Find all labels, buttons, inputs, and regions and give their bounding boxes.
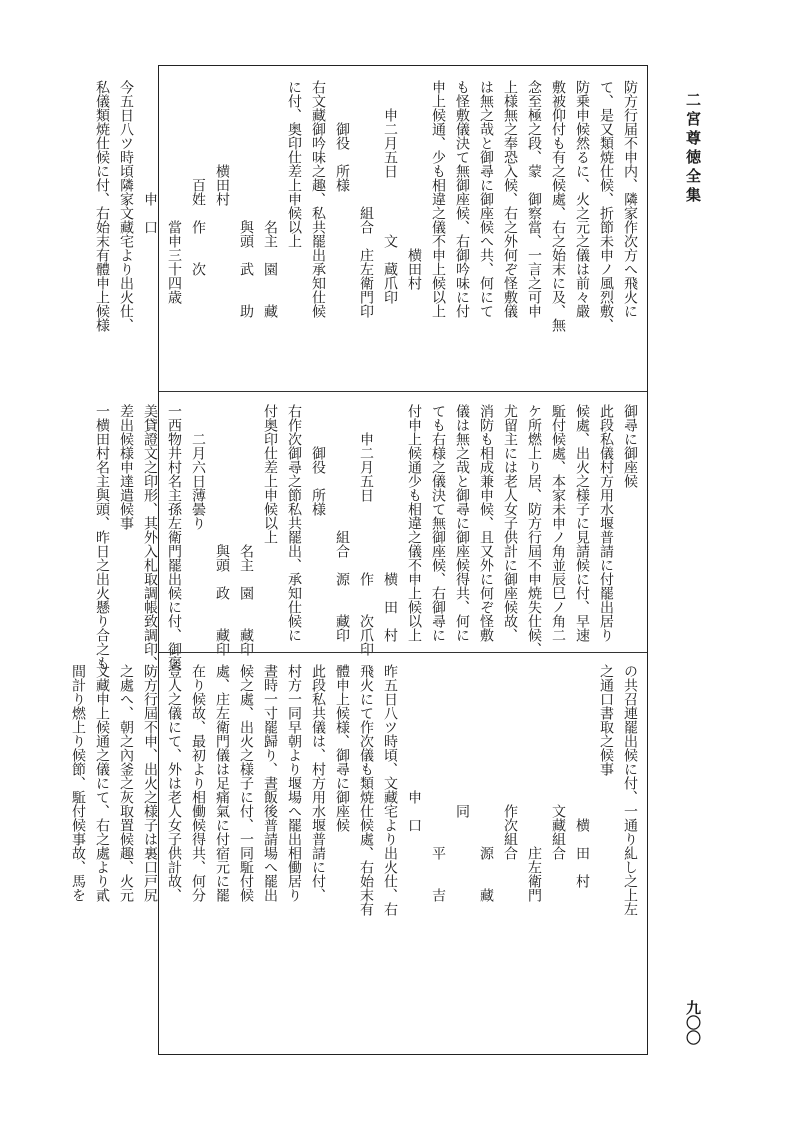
text-column: 防方行屆不申、出火之様子は裏口戸尻	[142, 664, 158, 902]
section-divider	[159, 652, 647, 653]
text-column: 横田村	[406, 80, 422, 290]
text-column: 文藏組合	[550, 664, 566, 860]
text-column: は無之哉と御尋に御座候へ共、何にて	[478, 80, 494, 318]
text-column: 與頭 政 藏印	[214, 404, 230, 656]
text-column: 昨五日八ツ時頃、文藏宅より出火仕、右	[382, 664, 398, 916]
text-column: 百姓 作 次	[190, 80, 206, 276]
text-column: 此段私共儀は、村方用水堰普請に付、	[310, 664, 326, 902]
text-column: 横 田 村	[574, 664, 590, 888]
text-column: 今五日八ツ時頃隣家文藏宅より出火仕、	[118, 80, 134, 332]
text-column: 防乗申候然るに、火之元之儀は前々嚴	[574, 80, 590, 318]
text-column: 名主 園 藏	[262, 80, 278, 318]
text-column: 源 藏	[478, 664, 494, 902]
text-column: ケ所燃上り居、防方行屆不申焼失仕候、	[526, 404, 542, 656]
text-column: 二月六日薄曇り	[190, 404, 206, 530]
text-column: 横 田 村	[382, 404, 398, 642]
text-column: 此段私儀村方用水堰普請に付罷出居り	[598, 404, 614, 642]
text-column: 組合 源 藏印	[334, 404, 350, 642]
text-column: 候處、出火之様子に見請候に付、早速	[574, 404, 590, 642]
text-column: 與頭 武 助	[238, 80, 254, 318]
text-column: 申二月五日 文 蔵爪印	[382, 80, 398, 304]
text-column: て、是又類焼仕候、折節未申ノ風烈敷、	[598, 80, 614, 332]
text-column: 庄左衛門	[526, 664, 542, 902]
text-column: 申二月五日 作 次爪印	[358, 404, 374, 656]
text-column: に付、奥印仕差上申候以上	[286, 80, 302, 248]
upper-section	[94, 80, 641, 380]
text-column: 之處へ、朝之內釜之灰取置候趣、火元	[118, 664, 134, 902]
text-column: 村方一同早朝より堰場へ罷出相働居り	[286, 664, 302, 902]
text-column: 候之處、出火之様子に付、一同駈付候	[238, 664, 254, 902]
text-column: 當申三十四歳	[166, 80, 182, 304]
text-column: 組合 庄左衛門印	[358, 80, 374, 318]
text-column: 御役 所様	[310, 404, 326, 516]
text-column: 一横田村名主與頭、昨日之出火懸り合之も	[94, 404, 110, 670]
text-column: 防方行届不申内、隣家作次方へ飛火に	[622, 80, 638, 318]
text-column: 横田村	[214, 80, 230, 206]
text-column: 平 吉	[430, 664, 446, 902]
text-column: 壹人之儀にて、外は老人女子供計故、	[166, 664, 182, 902]
text-column: 文藏申上候通之儀にて、右之處より貳	[94, 664, 110, 902]
text-column: 尤留主には老人女子供計に御座候故、	[502, 404, 518, 642]
text-column: 之通口書取之候事	[598, 664, 614, 776]
text-frame	[70, 65, 648, 1055]
text-column: 敷被仰付も有之候處、右之始末に及、無	[550, 80, 566, 332]
text-column: 體申上候様、御尋に御座候	[334, 664, 350, 832]
text-column: 在り候故、最初より相働候得共、何分	[190, 664, 206, 902]
text-column: 申上候通、少も相違之儀不申上候以上	[430, 80, 446, 318]
text-column: 美貸證文之印形、其外入札取調帳致調印、	[142, 404, 158, 670]
text-column: 飛火にて作次儀も類焼仕候處、右始末有	[358, 664, 374, 916]
text-column: 上様無之奉恐入候、右之外何ぞ怪敷儀	[502, 80, 518, 318]
text-column: 名主 園 藏印	[238, 404, 254, 656]
text-column: も怪敷儀決て無御座候、右御吟味に付	[454, 80, 470, 318]
text-column: 間計り燃上り候節、駈付候事故、馬を	[70, 664, 86, 902]
text-column: 念至極之段、蒙 御察當、一言之可申	[526, 80, 542, 318]
text-column: 申 口	[142, 80, 158, 234]
text-column: 申 口	[406, 664, 422, 832]
text-column: 作次組合	[502, 664, 518, 860]
text-column: 御尋に御座候	[622, 404, 638, 488]
text-column: 付奥印仕差上申候以上	[262, 404, 278, 544]
text-column: ても右様之儀決て無御座候、右御尋に	[430, 404, 446, 642]
header-title: 二宮尊徳全集	[684, 92, 702, 206]
page-number: 九〇〇	[684, 1000, 702, 1045]
text-column: 同	[454, 664, 470, 818]
text-column: 處、庄左衛門儀は足痛氣に付宿元に罷	[214, 664, 230, 902]
middle-section	[94, 404, 641, 670]
text-column: 儀は無之哉と御尋に御座候得共、何に	[454, 404, 470, 642]
text-column: 御役 所様	[334, 80, 350, 192]
text-column: 右作次御尋之節私共罷出、承知仕候に	[286, 404, 302, 642]
text-column: 一西物井村名主孫左衛門罷出候に付、御褒	[166, 404, 182, 670]
text-column: 右文藏御吟味之趣、私共罷出承知仕候	[310, 80, 326, 318]
text-column: 駈付候處、本家未申ノ角並辰巳ノ角二	[550, 404, 566, 642]
section-divider	[159, 391, 647, 392]
text-column: 差出候様申達遣候事	[118, 404, 134, 530]
text-column: 付申上候通少も相違之儀不申上候以上	[406, 404, 422, 642]
lower-section	[70, 664, 641, 1046]
text-column: 消防も相成兼申候、且又外に何ぞ怪敷	[478, 404, 494, 642]
text-column: の共召連罷出候に付、一通り糺し之上左	[622, 664, 638, 916]
text-column: 晝時一寸罷歸り、晝飯後普請場へ罷出	[262, 664, 278, 902]
text-column: 私儀類焼仕候に付、右始末有體申上候様	[94, 80, 110, 332]
